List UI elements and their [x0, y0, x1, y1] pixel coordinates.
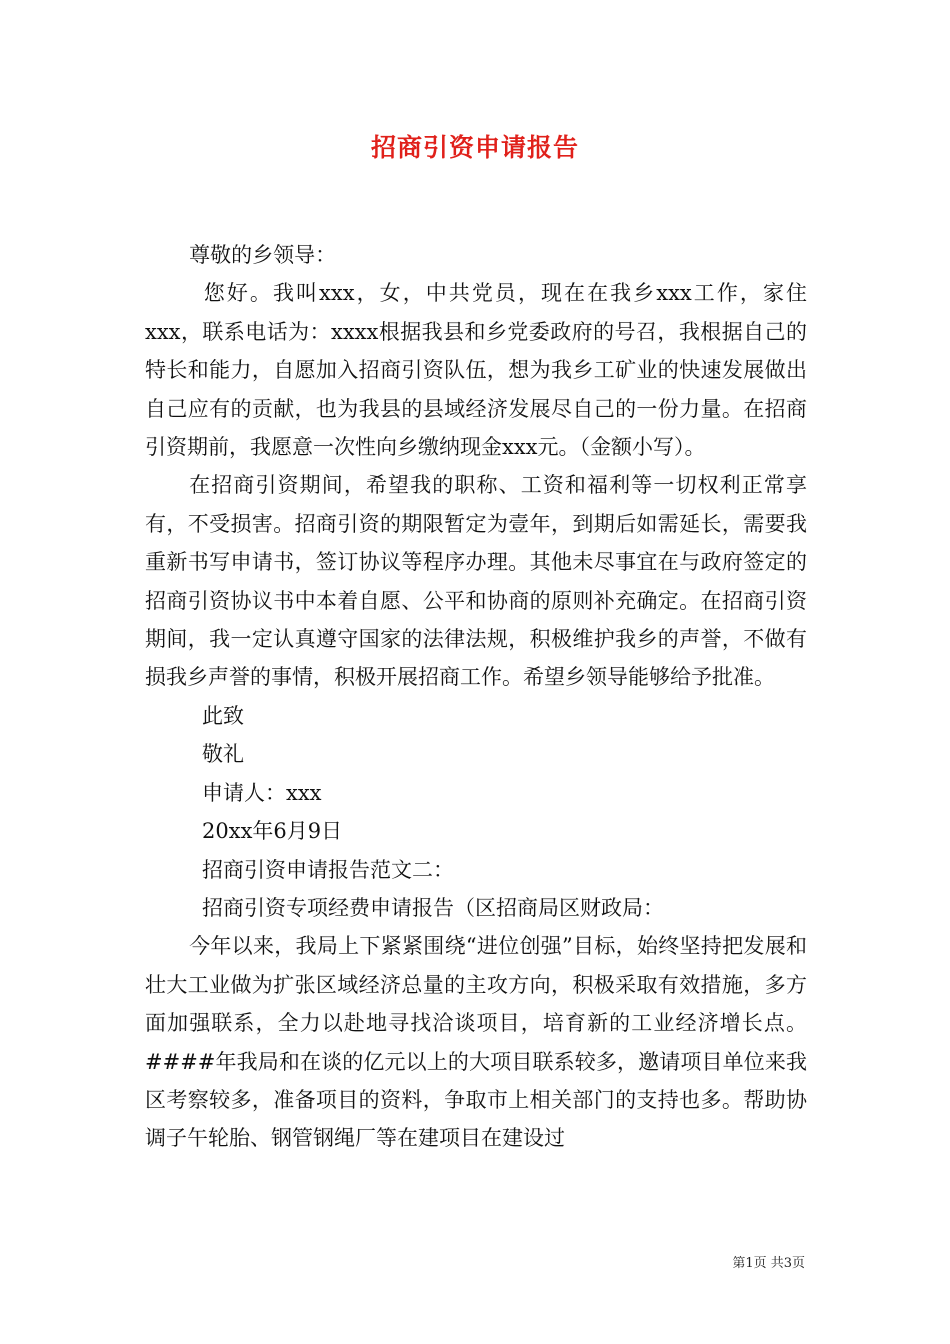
closing-line-1: 此致: [202, 703, 244, 728]
greeting: 尊敬的乡领导：: [189, 243, 337, 267]
date-line: 20xx年6月9日: [202, 819, 343, 844]
sample-subheading: 招商引资专项经费申请报告（区招商局区财政局：: [202, 895, 664, 920]
page-number: 第1页 共3页: [732, 1256, 805, 1271]
sample-heading: 招商引资申请报告范文二：: [202, 857, 454, 882]
document-title: 招商引资申请报告: [370, 133, 579, 162]
document-body: [145, 236, 807, 1158]
paragraph-2: 在招商引资期间，希望我的职称、工资和福利等一切权利正常享有，不受损害。招商引资的期限暂定为壹年，到期后如需延长，需要我重新书写申请书，签订协议等程序办理。其他未尽事宜在与政府签定的招商引资协议书中本着自愿、公平和协商的原则补充确定。在招商引资期间，我一定认真遵守国家的法律法规，积极维护我乡的声誉，不做有损我乡声誉的事情，积极开展招商工作。希望乡领导能够给予批准。: [145, 473, 807, 690]
closing-line-2: 敬礼: [202, 742, 244, 767]
paragraph-1: 您好。我叫xxx，女，中共党员，现在在我乡xxx工作，家住xxx，联系电话为：xxxx根据我县和乡党委政府的号召，我根据自己的特长和能力，自愿加入招商引资队伍，想为我乡工矿业的快速发展做出自己应有的贡献，也为我县的县域经济发展尽自己的一份力量。在招商引资期前，我愿意一次性向乡缴纳现金xxx元。（金额小写）。: [145, 281, 807, 460]
paragraph-3: 今年以来，我局上下紧紧围绕“进位创强”目标，始终坚持把发展和壮大工业做为扩张区域经济总量的主攻方向，积极采取有效措施，多方面加强联系，全力以赴地寻找洽谈项目，培育新的工业经济增长点。####年我局和在谈的亿元以上的大项目联系较多，邀请项目单位来我区考察较多，准备项目的资料，争取市上相关部门的支持也多。帮助协调子午轮胎、钢管钢绳厂等在建项目在建设过: [145, 934, 807, 1151]
applicant-line: 申请人：xxx: [202, 780, 322, 805]
